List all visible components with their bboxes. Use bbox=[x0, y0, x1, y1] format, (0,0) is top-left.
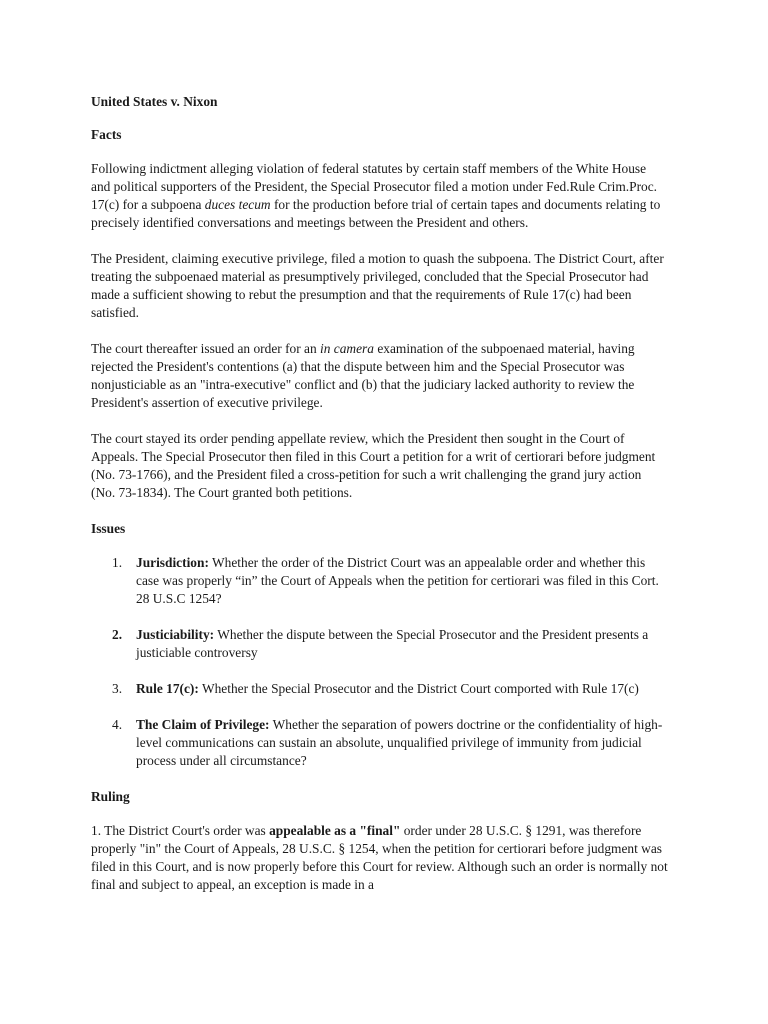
issue-item-rule-17c bbox=[91, 680, 668, 698]
issue-label: Rule 17(c): bbox=[136, 681, 199, 696]
facts-paragraph-4: The court stayed its order pending appellate review, which the President then sought in the Court of Appeals. The Special Prosecutor then filed in this Court a petition for a writ of certiorari before judgment (No. 73-1766), and the President filed a cross-petition for such a writ challenging the grand jury action (No. 73-1834). The Court granted both petitions. bbox=[91, 431, 656, 500]
issue-number: 4. bbox=[112, 717, 123, 732]
issue-text: Whether the order of the District Court was an appealable order and whether this case was properly “in” the Court of Appeals when the petition for certiorari was filed in this Cort. 28 U.S.C 1254? bbox=[136, 555, 659, 606]
issue-text: Whether the Special Prosecutor and the District Court comported with Rule 17(c) bbox=[198, 681, 639, 696]
ruling-paragraph-1: 1. The District Court's order was appealable as a "final" order under 28 U.S.C. § 1291, was therefore properly "in" the Court of Appeals, 28 U.S.C. § 1254, when the petition for certiorari before judgment was filed in this Court, and is now properly before this Court for review. Although such an order is normally not final and subject to appeal, an exception is made in a bbox=[91, 823, 668, 892]
issue-item-jurisdiction bbox=[91, 554, 668, 608]
in-camera-term: in camera bbox=[320, 341, 374, 356]
issue-number: 2. bbox=[112, 627, 123, 642]
facts-paragraph-1: Following indictment alleging violation of federal statutes by certain staff members of the White House and political supporters of the President, the Special Prosecutor filed a motion under Fed.Rule Crim.Proc. 17(c) for a subpoena duces tecum for the production before trial of certain tapes and documents relating to precisely identified conversations and meetings between the President and others. bbox=[91, 161, 661, 230]
issue-item-claim-of-privilege bbox=[91, 716, 668, 770]
facts-paragraph-2: The President, claiming executive privilege, filed a motion to quash the subpoena. The District Court, after treating the subpoenaed material as presumptively privileged, concluded that the Special Prosecutor had made a sufficient showing to rebut the presumption and that the requirements of Rule 17(c) had been satisfied. bbox=[91, 251, 664, 320]
issue-label: Justiciability: bbox=[136, 627, 215, 642]
issues-heading: Issues bbox=[91, 521, 126, 536]
ruling-heading: Ruling bbox=[91, 789, 130, 804]
issue-label: The Claim of Privilege: bbox=[136, 717, 270, 732]
issues-list bbox=[91, 554, 668, 770]
appealable-final-emphasis: appealable as a "final" bbox=[269, 823, 401, 838]
issue-text: Whether the dispute between the Special Prosecutor and the President presents a justiciable controversy bbox=[136, 627, 649, 660]
issue-text: Whether the separation of powers doctrine or the confidentiality of high-level communications can sustain an absolute, unqualified privilege of immunity from judicial process under all circumstance? bbox=[136, 717, 663, 768]
issue-number: 1. bbox=[112, 555, 123, 570]
issue-label: Jurisdiction: bbox=[136, 555, 209, 570]
document-title: United States v. Nixon bbox=[91, 94, 218, 109]
issue-item-justiciability bbox=[91, 626, 668, 662]
duces-tecum-term: duces tecum bbox=[204, 197, 271, 212]
issue-number: 3. bbox=[112, 681, 123, 696]
facts-heading: Facts bbox=[91, 127, 122, 142]
facts-paragraph-3: The court thereafter issued an order for an in camera examination of the subpoenaed material, having rejected the President's contentions (a) that the dispute between him and the Special Prosecutor was nonjusticiable as an "intra-executive" conflict and (b) that the judiciary lacked authority to review the President's assertion of executive privilege. bbox=[91, 341, 635, 410]
